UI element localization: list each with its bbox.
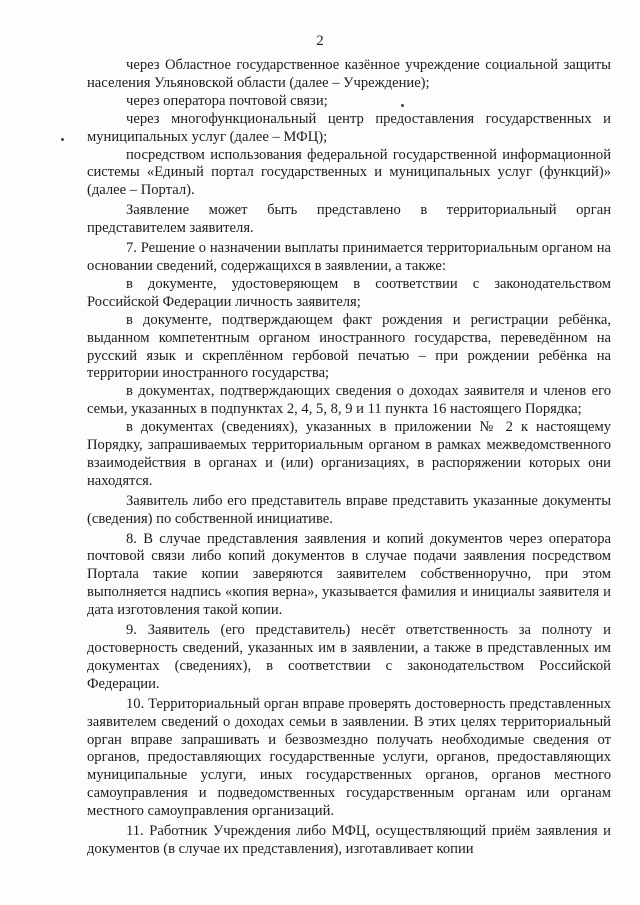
paragraph: в документе, подтверждающем факт рождения и регистрации ребёнка, выданном компетентным органом иностранного государства, переведённом на русский язык и скреплённом гербовой печатью – при рождении ребёнка на территории иностранного государства; bbox=[87, 311, 611, 382]
paragraph: в документах (сведениях), указанных в приложении № 2 к настоящему Порядку, запрашиваемых территориальным органом в рамках межведомственного взаимодействия в органах и (или) организациях, в распоряжении которых они находятся. bbox=[87, 419, 611, 489]
paragraph: через Областное государственное казённое учреждение социальной защиты населения Ульяновской области (далее – Учреждение); bbox=[87, 57, 611, 91]
paragraph: Заявление может быть представлено в территориальный орган представителем заявителя. bbox=[87, 202, 611, 237]
paragraph: 11. Работник Учреждения либо МФЦ, осуществляющий приём заявления и документов (в случае их представления), изготавливает копии bbox=[87, 823, 611, 857]
paragraph: через многофункциональный центр предоставления государственных и муниципальных услуг (далее – МФЦ); bbox=[87, 110, 611, 145]
paragraph: в документах, подтверждающих сведения о доходах заявителя и членов его семьи, указанных в подпунктах 2, 4, 5, 8, 9 и 11 пункта 16 настоящего Порядка; bbox=[87, 383, 611, 418]
paragraph: посредством использования федеральной государственной информационной системы «Единый портал государственных и муниципальных услуг (функций)» (далее – Портал). bbox=[87, 146, 611, 199]
page-number: 2 bbox=[316, 33, 324, 49]
paragraph: в документе, удостоверяющем в соответствии с законодательством Российской Федерации личность заявителя; bbox=[87, 275, 611, 310]
paragraph: 8. В случае представления заявления и копий документов через оператора почтовой связи либо копий документов в случае подачи заявления посредством Портала такие копии заверяются заявителем собственноручно, при этом выполняется надпись «копия верна», указывается фамилия и инициалы заявителя и дата изготовления такой копии. bbox=[87, 530, 611, 619]
paragraph: Заявитель либо его представитель вправе представить указанные документы (сведения) по собственной инициативе. bbox=[87, 492, 611, 527]
paragraph: через оператора почтовой связи; bbox=[126, 92, 328, 109]
scan-speck bbox=[61, 138, 64, 141]
document-body bbox=[87, 57, 611, 859]
paragraph: 9. Заявитель (его представитель) несёт ответственность за полноту и достоверность сведений, указанных им в заявлении, а также в представленных им документах (сведениях), в соответствии с законодательством Российской Федерации. bbox=[87, 622, 611, 692]
paragraph: 10. Территориальный орган вправе проверять достоверность представленных заявителем сведений о доходах семьи в заявлении. В этих целях территориальный орган вправе запрашивать и безвозмездно получать необходимые сведения от органов, предоставляющих государственные услуги, органов, предоставляющих муниципальные услуги, иных государственных органов, органов местного самоуправления и подведомственных государственным органам или органам местного самоуправления организаций. bbox=[87, 695, 611, 820]
paragraph: 7. Решение о назначении выплаты принимается территориальным органом на основании сведений, содержащихся в заявлении, а также: bbox=[87, 240, 611, 274]
